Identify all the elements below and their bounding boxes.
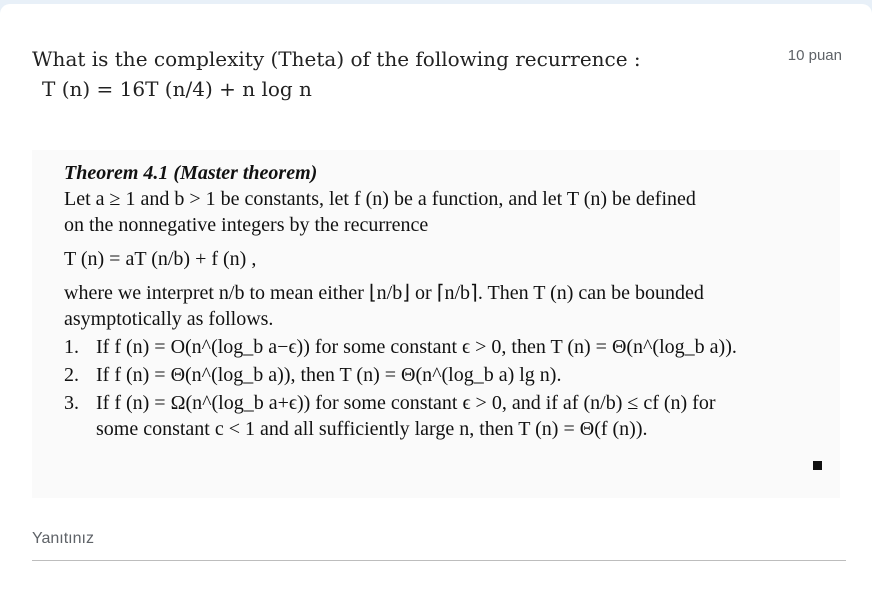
theorem-cases: [64, 334, 824, 442]
question-card: [0, 4, 872, 596]
theorem-title: Theorem 4.1 (Master theorem): [64, 162, 318, 184]
answer-input[interactable]: [32, 550, 846, 561]
theorem-case: [64, 362, 824, 388]
theorem-recurrence: T (n) = aT (n/b) + f (n) ,: [64, 248, 257, 270]
theorem-case: [64, 334, 824, 360]
theorem-interpret-2: asymptotically as follows.: [64, 308, 274, 330]
case-text: If f (n) = O(n^(log_b a−ϵ)) for some constant ϵ > 0, then T (n) = Θ(n^(log_b a)).: [96, 336, 737, 358]
case-number: 1.: [64, 336, 79, 358]
question-text: [32, 44, 732, 104]
theorem-image: [32, 150, 840, 498]
case-text-line-1: If f (n) = Ω(n^(log_b a+ϵ)) for some constant ϵ > 0, and if af (n/b) ≤ cf (n) for: [96, 392, 716, 414]
case-number: 3.: [64, 392, 79, 414]
case-text: [96, 390, 824, 442]
theorem-interpret-1: where we interpret n/b to mean either ⌊n/b⌋ or ⌈n/b⌉. Then T (n) can be bounded: [64, 282, 704, 304]
points-label: 10 puan: [787, 47, 842, 64]
question-line-2: T (n) = 16T (n/4) + n log n: [42, 77, 312, 101]
case-text-line-2: some constant c < 1 and all sufficiently large n, then T (n) = Θ(f (n)).: [96, 418, 648, 440]
theorem-intro-2: on the nonnegative integers by the recurrence: [64, 214, 429, 236]
answer-label: Yanıtınız: [32, 530, 94, 547]
theorem-case: [64, 390, 824, 442]
case-text: If f (n) = Θ(n^(log_b a)), then T (n) = Θ(n^(log_b a) lg n).: [96, 364, 562, 386]
qed-square-icon: [813, 461, 822, 470]
case-number: 2.: [64, 364, 79, 386]
theorem-intro-1: Let a ≥ 1 and b > 1 be constants, let f (n) be a function, and let T (n) be defined: [64, 188, 696, 210]
question-line-1: What is the complexity (Theta) of the following recurrence :: [32, 47, 641, 71]
